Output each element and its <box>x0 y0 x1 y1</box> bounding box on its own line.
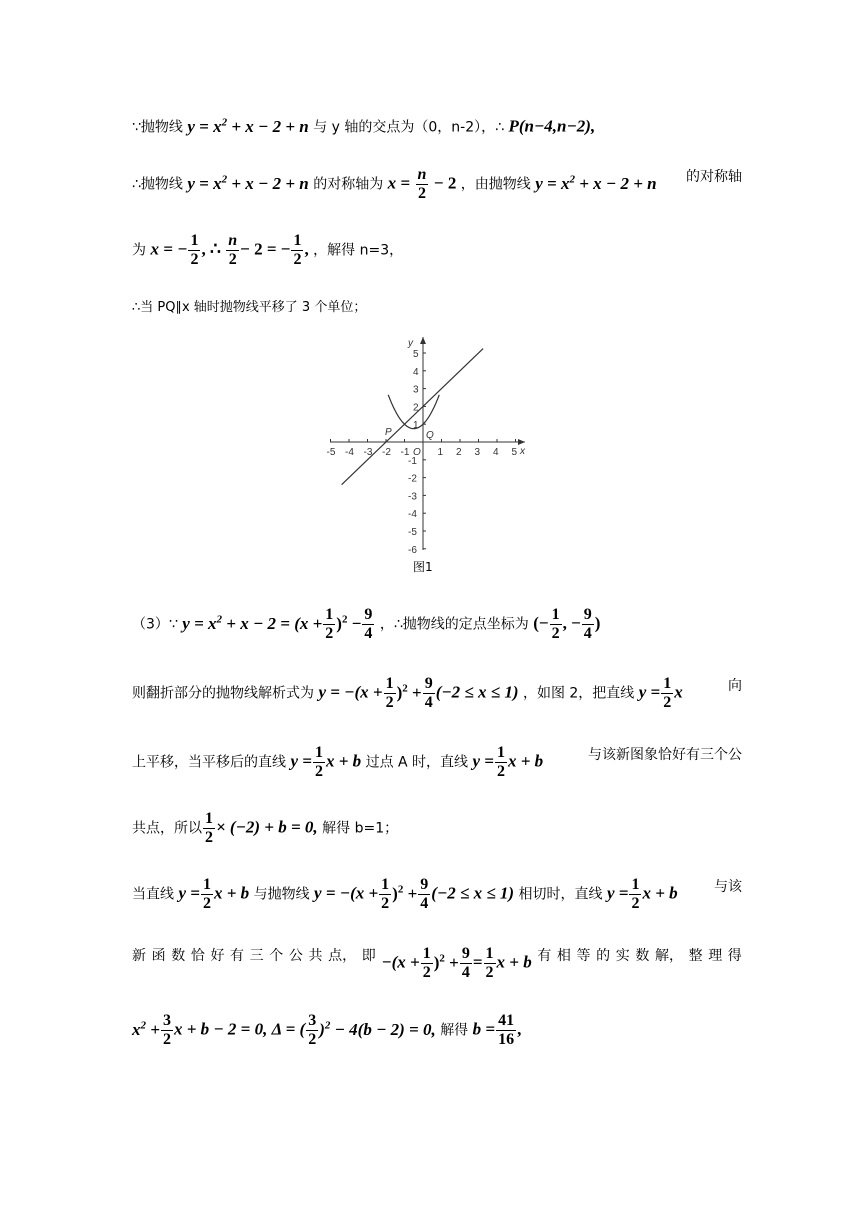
x-tick-label: 5 <box>511 447 518 458</box>
formula-parabola: $y = x^2 + x - 2 + n$ <box>187 116 309 136</box>
text: 与该 <box>714 879 742 895</box>
text: 的对称轴为 <box>313 176 384 193</box>
y-tick-label: 2 <box>413 402 419 414</box>
origin-label: O <box>413 447 421 458</box>
x-axis-arrow <box>518 439 525 445</box>
figure-caption: 图1 <box>413 560 433 574</box>
formula-vertex: (− <box>533 613 549 633</box>
text: 解得 <box>440 1022 469 1039</box>
formula-tangent: −(x + $\frac{1}{2}$ )$^2$ + $\frac{9}{4}$ = $\frac{1}{2}$ x + b <box>381 945 532 981</box>
text: 与该新图象恰好有三个公 <box>588 747 742 763</box>
text: ，∴抛物线的定点坐标为 <box>379 616 529 633</box>
text-line-11: $x^2$ + $\frac{3}{2}$ x + b − 2 = 0, Δ = ( $\frac{3}{2}$ )$^2$ − 4(b − 2) = 0, 解得 b = $\frac{41}{16}$ , <box>132 1012 522 1048</box>
text: 与 y 轴的交点为（0，n-2），∴ <box>313 119 505 136</box>
text: 过点 A 时，直线 <box>365 754 469 771</box>
text-line-3: 为 x = − $\frac{1}{2}$ , ∴ $\frac{n}{2}$ − 2 = − $\frac{1}{2}$ , ，解得 n=3， <box>132 232 404 268</box>
point-p-label: P <box>385 427 392 438</box>
y-tick-label: -5 <box>408 527 417 538</box>
x-tick-label: -3 <box>363 447 373 458</box>
text: 共点，所以 <box>132 820 202 837</box>
text-line-4 <box>132 296 742 315</box>
figure-1 <box>320 332 530 581</box>
text-line-1 <box>132 116 742 137</box>
y-axis-label: y <box>408 338 413 349</box>
text-line-5: （3）∵ $y = x^2 + x - 2 = (x$ + $\frac{1}{2}$ )$^2$ − $\frac{9}{4}$ ，∴抛物线的定点坐标为 (− $\frac{1}{2}$ , − $\frac{9}{4}$ ) <box>132 606 601 642</box>
text: ，由抛物线 <box>460 176 531 193</box>
y-tick-label: -6 <box>408 544 417 556</box>
text-line-6: 则翻折部分的抛物线解析式为 y = −(x + $\frac{1}{2}$ )$^2$ + $\frac{9}{4}$ (−2 ≤ x ≤ 1) ，如图 2，把直线 y = $\frac{1}{2}$ x 向 <box>132 675 742 711</box>
text: 相切时，直线 <box>518 886 603 903</box>
text-line-2: ∴抛物线 $y = x^2 + x - 2 + n$ 的对称轴为 x = $\frac{n}{2}$ − 2 ，由抛物线 $y = x^2 + x - 2 + n$ 的对称轴 <box>132 166 742 202</box>
x-tick-label: -4 <box>345 447 354 458</box>
text-line-10: 新 函 数 恰 好 有 三 个 公 共 点， 即 −(x + $\frac{1}{2}$ )$^2$ + $\frac{9}{4}$ = $\frac{1}{2}$ x + b 有 相 等 的 实 数 解， 整 理 得 <box>132 945 742 981</box>
formula-parabola: $y = x^2 + x - 2 + n$ <box>535 172 657 193</box>
formula-point-p: P(n−4,n−2), <box>508 116 596 136</box>
fraction-n-over-2: $\frac{n}{2}$ <box>417 166 427 202</box>
x-axis-label: x <box>520 446 525 457</box>
formula-axis-n: x = <box>387 173 411 193</box>
x-tick-label: 2 <box>456 447 462 458</box>
y-tick-label: 4 <box>413 366 419 378</box>
text-line-9: 当直线 y = $\frac{1}{2}$ x + b 与抛物线 y = −(x + $\frac{1}{2}$ )$^2$ + $\frac{9}{4}$ (−2 ≤ x ≤ 1) 相切时，直线 y = $\frac{1}{2}$ x + b 与该 <box>132 876 742 912</box>
x-tick-label: -5 <box>326 447 336 458</box>
x-tick-label: -2 <box>382 447 391 458</box>
y-tick-label: -2 <box>408 473 417 485</box>
y-tick-label: -1 <box>408 455 417 467</box>
text: 当直线 <box>132 886 174 903</box>
text: 与抛物线 <box>253 886 310 903</box>
text: 的对称轴 <box>686 169 742 185</box>
x-tick-label: 1 <box>437 447 444 458</box>
text: 为 <box>132 242 146 259</box>
x-tick-label: 4 <box>493 447 499 458</box>
text: 解得 b=1； <box>322 820 399 837</box>
formula-parabola: $y = x^2 + x - 2 + n$ <box>187 172 309 193</box>
text: ∴抛物线 <box>132 176 183 193</box>
y-tick-label: -3 <box>408 491 417 503</box>
y-axis-arrow <box>420 337 426 344</box>
y-tick-label: 3 <box>413 384 419 396</box>
text: 向 <box>728 678 742 694</box>
y-tick-label: 1 <box>413 420 419 432</box>
text-line-7: 上平移，当平移后的直线 y = $\frac{1}{2}$ x + b 过点 A 时，直线 y = $\frac{1}{2}$ x + b 与该新图象恰好有三个公 <box>132 744 742 780</box>
y-tick-label: -4 <box>408 509 417 521</box>
text: ∴当 PQ∥x 轴时抛物线平移了 3 个单位； <box>132 300 367 315</box>
x-tick-label: 3 <box>474 447 481 458</box>
text: （3）∵ <box>132 616 178 633</box>
point-q-label: Q <box>426 430 434 441</box>
text: ，解得 n=3， <box>313 242 404 259</box>
text: 上平移，当平移后的直线 <box>132 754 286 771</box>
x-tick-label: -1 <box>400 447 410 458</box>
text: ，如图 2，把直线 <box>522 685 635 702</box>
text: ∵抛物线 <box>132 119 183 136</box>
text-line-8: 共点，所以 $\frac{1}{2}$ × (−2) + b = 0, 解得 b=1； <box>132 810 399 846</box>
text: 则翻折部分的抛物线解析式为 <box>132 685 314 702</box>
graph <box>320 332 530 577</box>
y-tick-label: 5 <box>413 349 419 360</box>
